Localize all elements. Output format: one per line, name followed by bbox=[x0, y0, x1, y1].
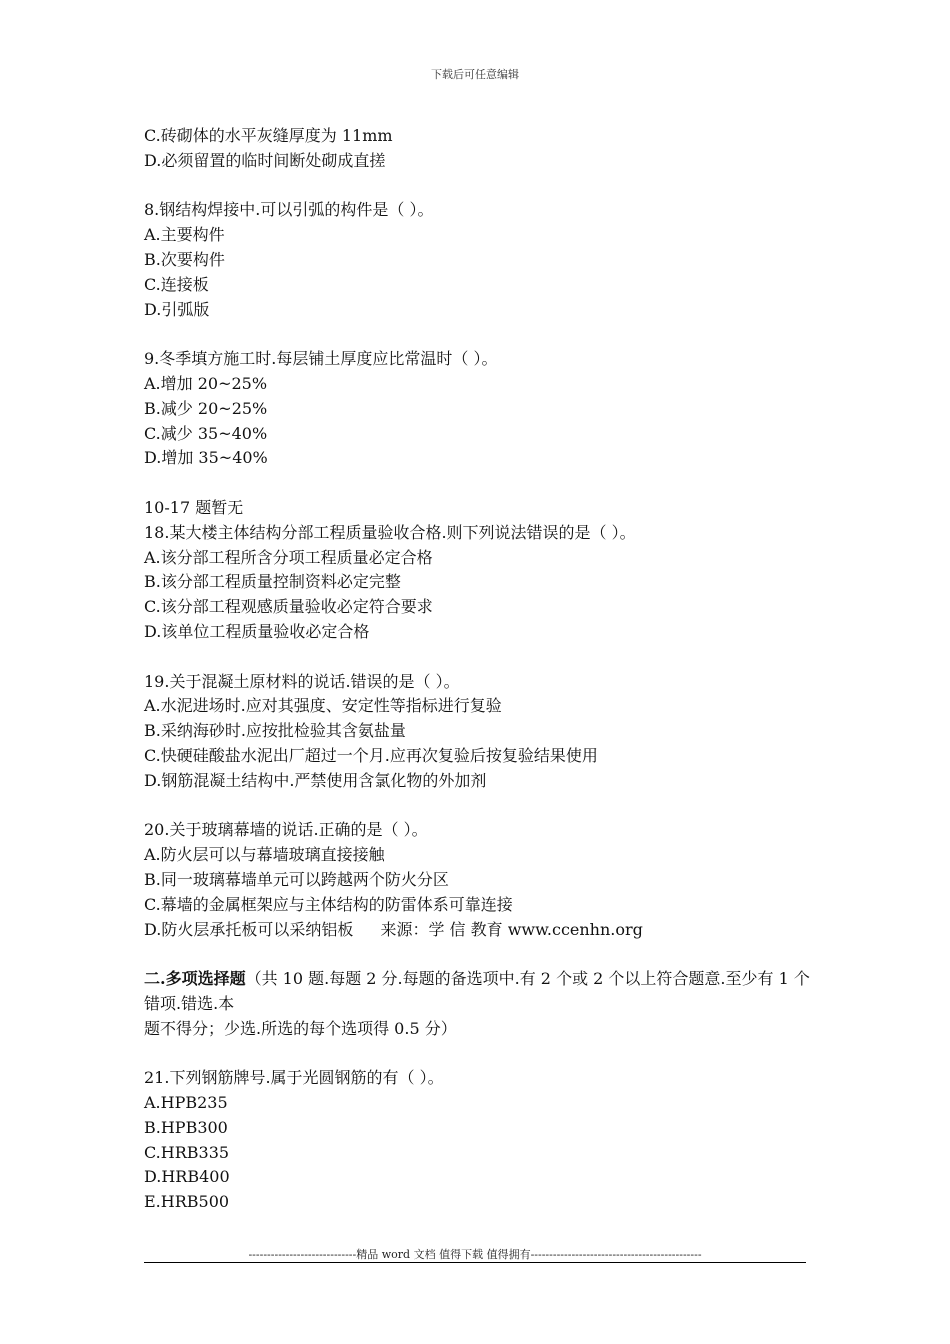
q21-option: A.HPB235 bbox=[144, 1093, 228, 1113]
q19-option: A.水泥进场时.应对其强度、安定性等指标进行复验 bbox=[144, 696, 502, 716]
document-body bbox=[144, 124, 810, 1215]
spacer bbox=[144, 645, 810, 670]
q7-option-c: C.砖砌体的水平灰缝厚度为 11mm bbox=[144, 126, 393, 145]
q21-option: E.HRB500 bbox=[144, 1192, 230, 1212]
q21-stem: 21.下列钢筋牌号.属于光圆钢筋的有（ ）。 bbox=[144, 1068, 444, 1088]
section2-title: 二.多项选择题 bbox=[144, 969, 246, 989]
page-footer: -----------------------------精品 word 文档 值得下载 值得拥有---------------------------------------------- bbox=[248, 1248, 702, 1261]
q9-option: A.增加 20~25% bbox=[144, 373, 268, 393]
q8-option: D.引弧版 bbox=[144, 299, 210, 319]
q8-option: C.连接板 bbox=[144, 274, 209, 294]
q21-option: D.HRB400 bbox=[144, 1167, 230, 1187]
section2-heading bbox=[144, 967, 810, 1017]
q19-option: B.采纳海砂时.应按批检验其含氨盐量 bbox=[144, 721, 406, 741]
note-10-17: 10-17 题暂无 bbox=[144, 497, 244, 517]
q9-option: D.增加 35~40% bbox=[144, 448, 268, 468]
spacer bbox=[144, 322, 810, 347]
q20-option: B.同一玻璃幕墙单元可以跨越两个防火分区 bbox=[144, 869, 449, 889]
q9-option: C.减少 35~40% bbox=[144, 423, 268, 443]
section2-intro: （共 10 题.每题 2 分.每题的备选项中.有 2 个或 2 个以上符合题意.至少有 1 个错项.错选.本 bbox=[144, 969, 810, 1013]
spacer bbox=[144, 1041, 810, 1066]
q18-option: C.该分部工程观感质量验收必定符合要求 bbox=[144, 597, 433, 617]
q8-option: A.主要构件 bbox=[144, 225, 225, 245]
page-header: 下载后可任意编辑 bbox=[431, 68, 519, 81]
q21-option: B.HPB300 bbox=[144, 1117, 228, 1137]
q19-option: C.快硬硅酸盐水泥出厂超过一个月.应再次复验后按复验结果使用 bbox=[144, 745, 598, 765]
q19-option: D.钢筋混凝土结构中.严禁使用含氯化物的外加剂 bbox=[144, 770, 487, 790]
q8-stem: 8.钢结构焊接中.可以引弧的构件是（ ）。 bbox=[144, 200, 434, 220]
q7-option-d: D.必须留置的临时间断处砌成直搓 bbox=[144, 150, 386, 170]
q9-stem: 9.冬季填方施工时.每层铺土厚度应比常温时（ ）。 bbox=[144, 349, 498, 369]
source-note: 来源：学 信 教育 www.ccenhn.org bbox=[380, 919, 643, 939]
q20-option-d-line bbox=[144, 918, 810, 943]
spacer bbox=[144, 174, 810, 199]
q20-stem: 20.关于玻璃幕墙的说话.正确的是（ ）。 bbox=[144, 820, 428, 840]
q20-option: C.幕墙的金属框架应与主体结构的防雷体系可靠连接 bbox=[144, 894, 513, 914]
q8-option: B.次要构件 bbox=[144, 249, 225, 269]
footer-rule bbox=[144, 1262, 806, 1263]
q20-option: A.防火层可以与幕墙玻璃直接接触 bbox=[144, 845, 385, 865]
spacer bbox=[144, 794, 810, 819]
spacer bbox=[144, 942, 810, 967]
q21-option: C.HRB335 bbox=[144, 1142, 230, 1162]
q9-option: B.减少 20~25% bbox=[144, 398, 268, 418]
q18-option: A.该分部工程所含分项工程质量必定合格 bbox=[144, 547, 433, 567]
spacer bbox=[144, 471, 810, 496]
section2-intro-cont: 题不得分；少选.所选的每个选项得 0.5 分） bbox=[144, 1018, 457, 1038]
q20-option-d: D.防火层承托板可以采纳铝板 bbox=[144, 919, 354, 939]
q18-option: D.该单位工程质量验收必定合格 bbox=[144, 621, 370, 641]
q18-stem: 18.某大楼主体结构分部工程质量验收合格.则下列说法错误的是（ ）。 bbox=[144, 522, 636, 542]
q19-stem: 19.关于混凝土原材料的说话.错误的是（ ）。 bbox=[144, 671, 460, 691]
q18-option: B.该分部工程质量控制资料必定完整 bbox=[144, 572, 401, 592]
